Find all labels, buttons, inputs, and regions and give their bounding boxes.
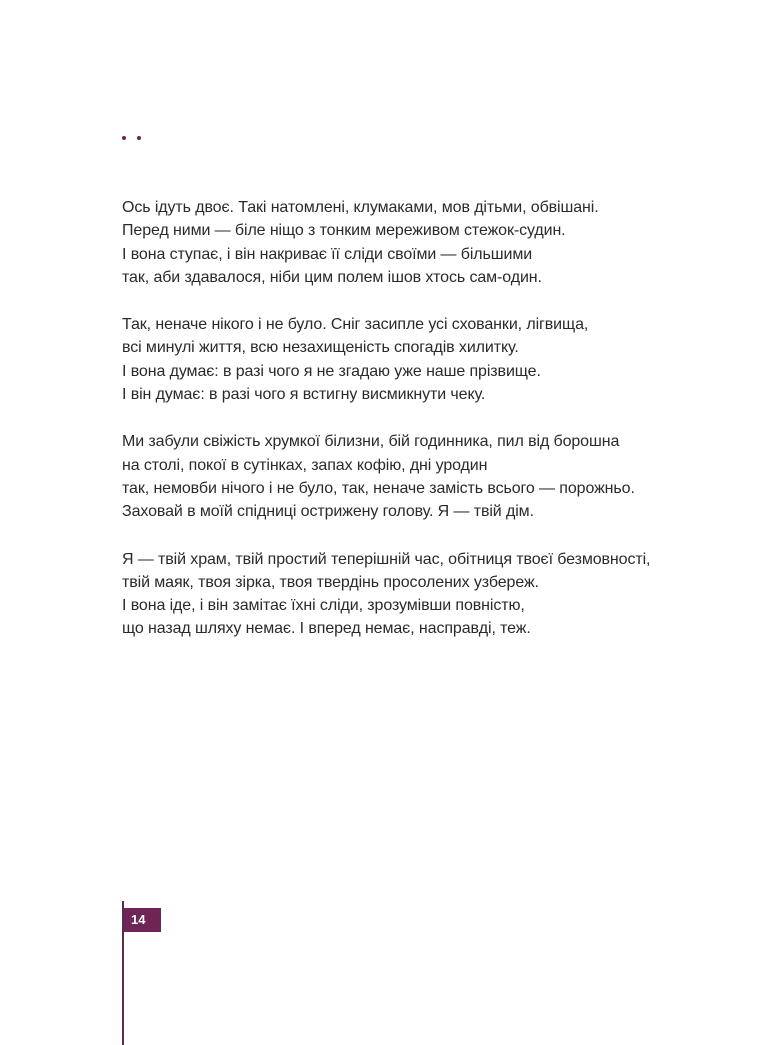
stanza-4 (122, 548, 722, 641)
poem-line: Ми забули свіжість хрумкої білизни, бій годинника, пил від борошна (122, 433, 620, 451)
poem-line: що назад шляху немає. І вперед немає, насправді, теж. (122, 620, 531, 638)
poem-line: всі минулі життя, всю незахищеність спогадів хилитку. (122, 339, 519, 357)
poem-line: так, немовби нічого і не було, так, неначе замість всього — порожньо. (122, 479, 635, 497)
poem-line: Заховай в моїй спідниці острижену голову. Я — твій дім. (122, 503, 534, 521)
poem-line: І він думає: в разі чого я встигну висмикнути чеку. (122, 386, 486, 404)
ornament-dot (137, 136, 141, 140)
stanza-1 (122, 196, 722, 289)
poem-line: Так, неначе нікого і не було. Сніг засипле усі схованки, лігвища, (122, 316, 589, 334)
poem-line: твій маяк, твоя зірка, твоя твердінь просолених узбереж. (122, 573, 539, 591)
poem-line: так, аби здавалося, ніби цим полем ішов хтось сам-один. (122, 268, 542, 286)
poem-line: І вона думає: в разі чого я не згадаю уже наше прізвище. (122, 362, 541, 380)
poem-line: І вона іде, і він замітає їхні сліди, зрозумівши повністю, (122, 597, 525, 615)
section-ornament (122, 128, 141, 148)
poem-line: Ось ідуть двоє. Такі натомлені, клумаками, мов дітьми, обвішані. (122, 199, 599, 216)
poem-line: І вона ступає, і він накриває її сліди своїми — більшими (122, 245, 533, 263)
poem-line: Перед ними — біле ніщо з тонким мереживом стежок-судин. (122, 222, 566, 240)
poem-line: Я — твій храм, твій простий теперішній час, обітниця твоєї безмовності, (122, 550, 651, 568)
poem-body (122, 196, 722, 665)
page-number: 14 (124, 908, 161, 932)
stanza-3 (122, 430, 722, 523)
stanza-2 (122, 313, 722, 406)
poem-line: на столі, покої в сутінках, запах кофію, дні уродин (122, 456, 488, 474)
ornament-dot (122, 136, 126, 140)
